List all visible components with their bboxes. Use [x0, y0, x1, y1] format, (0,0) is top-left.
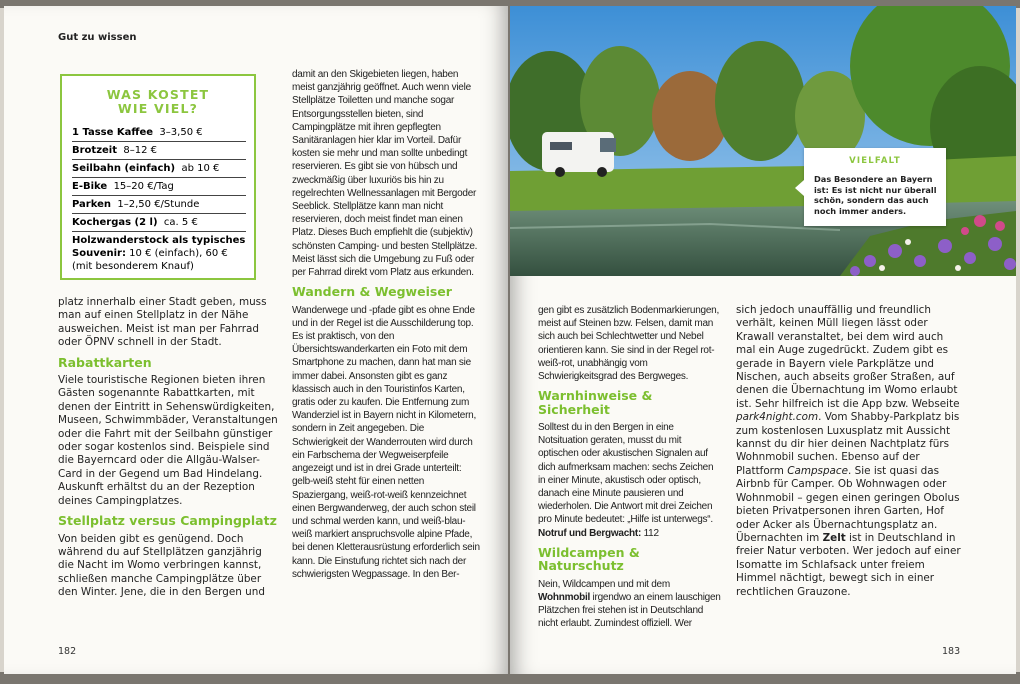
cost-list	[72, 124, 246, 275]
cost-row: Holzwanderstock als typisches Souvenir: 10 € (einfach), 60 € (mit besonderem Knauf)	[72, 235, 246, 272]
landscape-photo	[510, 6, 1016, 276]
notruf-number: 112	[643, 527, 659, 539]
running-head: Gut zu wissen	[58, 32, 137, 43]
page-number-left: 182	[58, 646, 77, 657]
cost-box-title: WAS KOSTET WIE VIEL?	[106, 87, 210, 116]
heading-stellplatz: Stellplatz versus Campingplatz	[58, 513, 277, 529]
cost-row: Parken 1–2,50 €/Stunde	[72, 196, 246, 214]
heading-rabattkarten: Rabattkarten	[58, 354, 152, 370]
page-number-right: 183	[942, 646, 961, 657]
right-page	[510, 6, 1016, 674]
cost-row: 1 Tasse Kaffee 3–3,50 €	[72, 124, 246, 142]
heading-wildcampen: Wildcampen & Naturschutz	[538, 544, 640, 574]
right-column-1: gen gibt es zusätzlich Bodenmarkierungen, meist auf Steinen bzw. Felsen, damit man sich auch bei Schlechtwetter und Nebel orientieren kann. Sie sind in der Regel rot-weiß-rot, unabhängig vom Schwierigkeitsgrad des Bergweges. Warnhinweise & Sicherheit Solltest du in den Bergen in eine Notsituation geraten, musst du mit optischen oder akustischen Signalen auf dich aufmerksam machen: sechs Zeichen in einer Minute, akustisch oder optisch, danach eine Minute pausieren und wiederholen. Die Antwort mit drei Zeichen pro Minute bedeutet: „Hilfe ist unterwegs“. Notruf und Bergwacht: 112 Wildcampen & Naturschutz Nein, Wildcampen und mit dem Wohnmobil irgendwo an einem lauschigen Plätzchen frei stehen ist in Deutschland nicht erlaubt. Zumindest offiziell. Wer	[538, 305, 721, 630]
callout-title: VIELFALT	[849, 156, 901, 166]
cost-row: Brotzeit 8–12 €	[72, 142, 246, 160]
vielfalt-callout	[804, 148, 946, 226]
left-column-2: damit an den Skigebieten liegen, haben meist ganzjährig geöffnet. Auch wenn viele Stellplätze Toiletten und manche sogar Entsorgungsstellen bieten, sind Campingplätze mit ihren gepflegten Sanitäranlagen hier klar im Vorteil. Dafür kosten sie mehr und man sollte unbedingt reservieren. Es gibt sie von hübsch und zweckmäßig über luxuriös bis hin zu regelrechten Wellnessanlagen mit Bergoder Seeblick. Stellplätze kann man nicht reservieren, doch meist findet man einen Platz. Dieses Buch empfiehlt die (subjektiv) schönsten Camping- und besten Stellplätze. Meist lässt sich die Umgebung zu Fuß oder per Fahrrad direkt vom Platz aus erkunden. Wandern & Wegweiser Wanderwege und -pfade gibt es ohne Ende und in der Regel ist die Ausschilderung top. Es ist praktisch, von den Übersichtswanderkarten ein Foto mit dem Smartphone zu machen, dann hat man sie immer dabei. Ansonsten gibt es ganz klassisch auch in den Touristinfos Karten, gratis oder zu kaufen. Die Entfernung zum Wanderziel ist in Bayern nicht in Kilometern, sondern in Zeit angegeben. Die Schwierigkeit der Wanderrouten wird durch ein Farbschema der Wegweiserpfeile angezeigt und ist in drei Grade unterteilt: gelb-weiß steht für einen netten Spaziergang, weiß-rot-weiß kennzeichnet einen Bergwanderweg, der auch schon steil und schmal werden kann, und weiß-blau-weiß markiert anspruchsvolle alpine Pfade, bei denen Kletterausrüstung erforderlich sein kann. Die Einstufung richtet sich nach der schwierigsten Wegpassage. In den Ber-	[292, 69, 480, 580]
right-column-2: sich jedoch unauffällig und freundlich verhält, keinen Müll liegen lässt oder Krawall veranstaltet, bei dem wird auch mal ein Auge zugedrückt. Zudem gibt es gerade in Bayern viele Parkplätze und Nischen, auch abseits großer Straßen, auf denen die Übernachtung im Womo erlaubt ist. Sehr hilfreich ist die App bzw. Webseite park4night.com. Vom Shabby-Parkplatz bis zum kostenlosen Luxusplatz mit Aussicht kannst du dir hier deinen Nachtplatz fürs Wohnmobil suchen. Ebenso auf der Plattform Campspace. Sie ist quasi das Airbnb für Camper. Ob Wohnwagen oder Wohnmobil – gegen einen geringen Obolus bieten Privatpersonen ihren Garten, Hof oder Acker als Übernachtungsplatz an. Übernachten im Zelt ist in Deutschland in freier Natur verboten. Wer jedoch auf einer Isomatte im Schlafsack unter freiem Himmel nächtigt, bewegt sich in einer rechtlichen Grauzone.	[736, 304, 961, 598]
left-column-1: platz innerhalb einer Stadt geben, muss man auf einen Stellplatz in der Nähe ausweichen. Meist ist man per Fahrrad oder ÖPNV schnell in der Stadt. Rabattkarten Viele touristische Regionen bieten ihren Gästen sogenannte Rabattkarten, mit denen der Eintritt in Sehenswürdigkeiten, Museen, Schwimmbäder, Veranstaltungen oder die Fahrt mit der Seilbahn günstiger oder sogar kostenlos sind. Beispiele sind die Bayerncard oder die Allgäu-Walser-Card in der Gegend um Bad Hindelang. Auskunft erhältst du an der Rezeption deines Campingplatzes. Stellplatz versus Campingplatz Von beiden gibt es genügend. Doch während du auf Stellplätzen ganzjährig die Nacht im Womo verbringen kannst, schließen manche Campingplätze über den Winter. Jene, die in den Bergen und	[58, 296, 280, 604]
left-page	[4, 6, 508, 674]
cost-row: Seilbahn (einfach) ab 10 €	[72, 160, 246, 178]
cost-box	[60, 74, 256, 280]
callout-text: Das Besondere an Bayern ist: Es ist nicht nur überall schön, sondern das auch noch immer anders.	[814, 174, 937, 216]
heading-wandern: Wandern & Wegweiser	[292, 284, 452, 300]
notruf-label: Notruf und Bergwacht:	[538, 527, 642, 539]
cost-row: E-Bike 15–20 €/Tag	[72, 178, 246, 196]
heading-warnhinweise: Warnhinweise & Sicherheit	[538, 388, 653, 417]
cost-row: Kochergas (2 l) ca. 5 €	[72, 214, 246, 232]
